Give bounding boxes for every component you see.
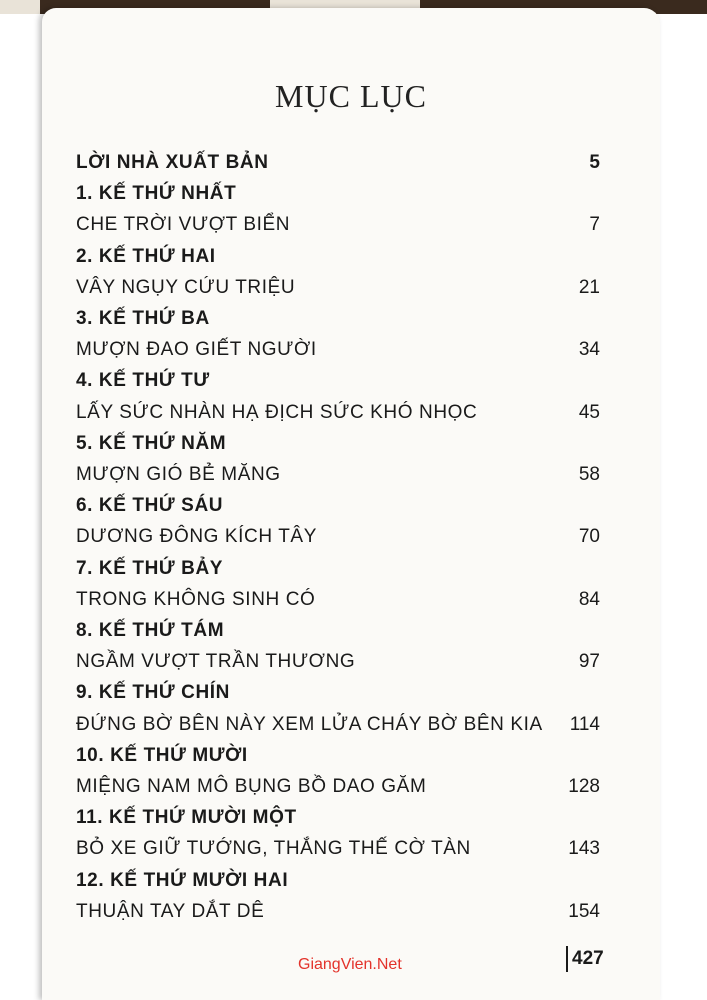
toc-label: 4. KẾ THỨ TƯ xyxy=(76,370,210,391)
page-number: 427 xyxy=(566,946,604,972)
toc-item xyxy=(76,464,600,494)
toc-label: MIỆNG NAM MÔ BỤNG BỒ DAO GĂM xyxy=(76,776,427,797)
toc-page-number: 154 xyxy=(568,901,600,922)
toc-label: DƯƠNG ĐÔNG KÍCH TÂY xyxy=(76,526,317,547)
toc-label: LỜI NHÀ XUẤT BẢN xyxy=(76,152,269,173)
toc-heading xyxy=(76,870,600,900)
toc-page-number: 5 xyxy=(589,152,600,173)
toc-label: THUẬN TAY DẮT DÊ xyxy=(76,901,265,922)
toc-page-number: 7 xyxy=(589,214,600,235)
toc-item xyxy=(76,277,600,307)
toc-item xyxy=(76,714,600,744)
toc-label: LẤY SỨC NHÀN HẠ ĐỊCH SỨC KHÓ NHỌC xyxy=(76,402,478,423)
toc-page-number: 84 xyxy=(578,589,600,610)
toc-item xyxy=(76,838,600,868)
toc-heading xyxy=(76,370,600,400)
toc-label: TRONG KHÔNG SINH CÓ xyxy=(76,589,316,610)
toc-heading xyxy=(76,745,600,775)
toc-item xyxy=(76,526,600,556)
toc-heading xyxy=(76,183,600,213)
toc-label: NGẦM VƯỢT TRẦN THƯƠNG xyxy=(76,651,356,672)
toc-item xyxy=(76,776,600,806)
toc-heading xyxy=(76,246,600,276)
toc-label: 10. KẾ THỨ MƯỜI xyxy=(76,745,248,766)
toc-page-number: 45 xyxy=(578,402,600,423)
toc-label: VÂY NGỤY CỨU TRIỆU xyxy=(76,277,296,298)
toc-label: 3. KẾ THỨ BA xyxy=(76,308,210,329)
toc-label: MƯỢN ĐAO GIẾT NGƯỜI xyxy=(76,339,317,360)
toc-label: CHE TRỜI VƯỢT BIỂN xyxy=(76,214,291,235)
watermark-text: GiangVien.Net xyxy=(298,956,402,973)
toc-label: 8. KẾ THỨ TÁM xyxy=(76,620,225,641)
toc-label: 6. KẾ THỨ SÁU xyxy=(76,495,224,516)
toc-item xyxy=(76,901,600,931)
toc-label: BỎ XE GIỮ TƯỚNG, THẮNG THẾ CỜ TÀN xyxy=(76,838,471,859)
toc-item xyxy=(76,651,600,681)
toc-heading xyxy=(76,620,600,650)
toc-heading xyxy=(76,558,600,588)
book-page xyxy=(42,8,660,1000)
toc-item xyxy=(76,339,600,369)
toc-page-number: 34 xyxy=(578,339,600,360)
toc-label: ĐỨNG BỜ BÊN NÀY XEM LỬA CHÁY BỜ BÊN KIA xyxy=(76,714,543,735)
toc-heading xyxy=(76,152,600,182)
toc-label: 7. KẾ THỨ BẢY xyxy=(76,558,224,579)
toc-label: 12. KẾ THỨ MƯỜI HAI xyxy=(76,870,289,891)
toc-item xyxy=(76,589,600,619)
toc-heading xyxy=(76,807,600,837)
toc-heading xyxy=(76,682,600,712)
toc-page-number: 128 xyxy=(568,776,600,797)
toc-heading xyxy=(76,308,600,338)
toc-label: MƯỢN GIÓ BẺ MĂNG xyxy=(76,464,281,485)
toc-page-number: 21 xyxy=(578,277,600,298)
toc-label: 11. KẾ THỨ MƯỜI MỘT xyxy=(76,807,297,828)
toc-label: 1. KẾ THỨ NHẤT xyxy=(76,183,237,204)
toc-page-number: 58 xyxy=(578,464,600,485)
toc-page-number: 114 xyxy=(569,714,600,735)
toc-label: 2. KẾ THỨ HAI xyxy=(76,246,216,267)
toc-label: 5. KẾ THỨ NĂM xyxy=(76,433,227,454)
toc-page-number: 143 xyxy=(568,838,600,859)
toc-heading xyxy=(76,495,600,525)
toc-page-number: 97 xyxy=(578,651,600,672)
toc-item xyxy=(76,402,600,432)
toc-page-number: 70 xyxy=(578,526,600,547)
table-of-contents xyxy=(42,8,660,1000)
toc-heading xyxy=(76,433,600,463)
toc-label: 9. KẾ THỨ CHÍN xyxy=(76,682,231,703)
toc-item xyxy=(76,214,600,244)
page-title: MỤC LỤC xyxy=(275,78,427,114)
